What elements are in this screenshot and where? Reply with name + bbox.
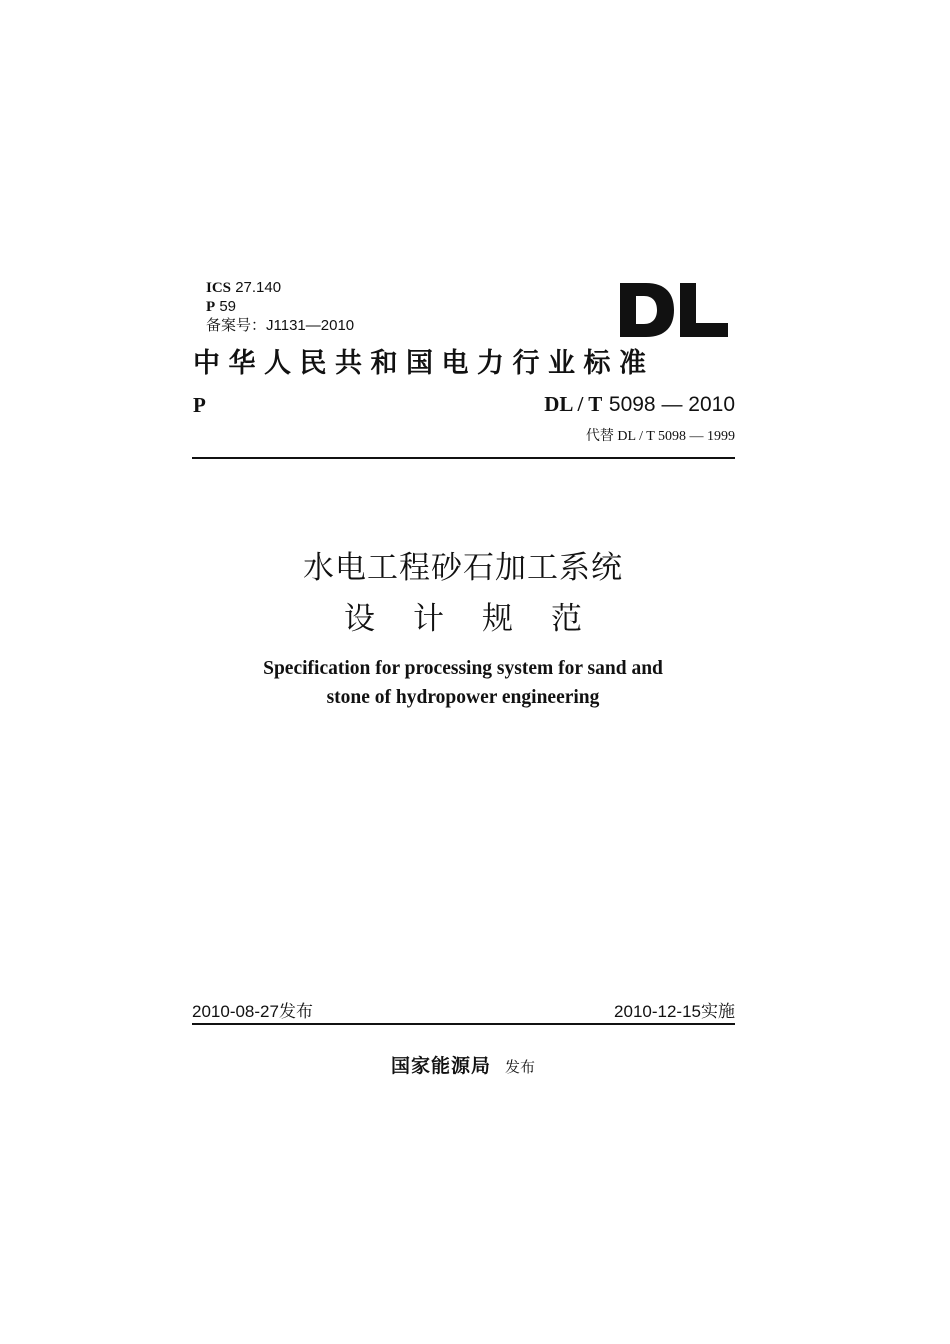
ics-value: 27.140 bbox=[235, 279, 282, 296]
replaces-label: 代替 bbox=[585, 428, 614, 444]
publisher bbox=[0, 1051, 926, 1078]
dl-logo-d bbox=[620, 283, 674, 337]
record-label: 备案号： bbox=[206, 316, 267, 334]
issue-date-value: 2010-08-27 bbox=[192, 1002, 279, 1021]
dl-logo-l bbox=[680, 283, 728, 337]
title-zh-line2: 设计规范 bbox=[344, 601, 620, 637]
ics-code bbox=[206, 278, 281, 298]
title-en-line1: Specification for processing system for sand and bbox=[263, 658, 663, 679]
issue-label: 发布 bbox=[278, 1002, 313, 1022]
title-zh-line1: 水电工程砂石加工系统 bbox=[303, 550, 623, 586]
standard-number-prefix: DL / T bbox=[544, 392, 603, 416]
title-en-line2: stone of hydropower engineering bbox=[326, 687, 600, 708]
standard-name: 中华人民共和国电力行业标准 bbox=[193, 348, 655, 379]
replaces-value: DL / T 5098 — 1999 bbox=[617, 429, 735, 444]
effective-date bbox=[614, 997, 735, 1022]
p-label: P bbox=[206, 299, 216, 315]
p-value: 59 bbox=[219, 298, 237, 315]
standard-number-value: 5098 — 2010 bbox=[608, 393, 735, 416]
p-code bbox=[206, 297, 236, 317]
replaces-standard bbox=[586, 425, 735, 445]
publisher-name: 国家能源局 bbox=[390, 1055, 491, 1077]
issue-date bbox=[192, 997, 313, 1022]
record-number bbox=[206, 316, 354, 335]
effective-label: 实施 bbox=[701, 1002, 735, 1022]
record-value: J1131—2010 bbox=[266, 317, 355, 334]
footer-divider bbox=[192, 1023, 735, 1025]
header-divider bbox=[192, 457, 735, 459]
effective-date-value: 2010-12-15 bbox=[614, 1002, 701, 1021]
dl-logo bbox=[618, 280, 730, 340]
standard-number bbox=[544, 392, 735, 417]
publisher-action: 发布 bbox=[505, 1058, 536, 1076]
ics-label: ICS bbox=[206, 280, 232, 296]
class-letter: P bbox=[193, 393, 206, 417]
dl-logo-text: DL bbox=[674, 339, 676, 340]
